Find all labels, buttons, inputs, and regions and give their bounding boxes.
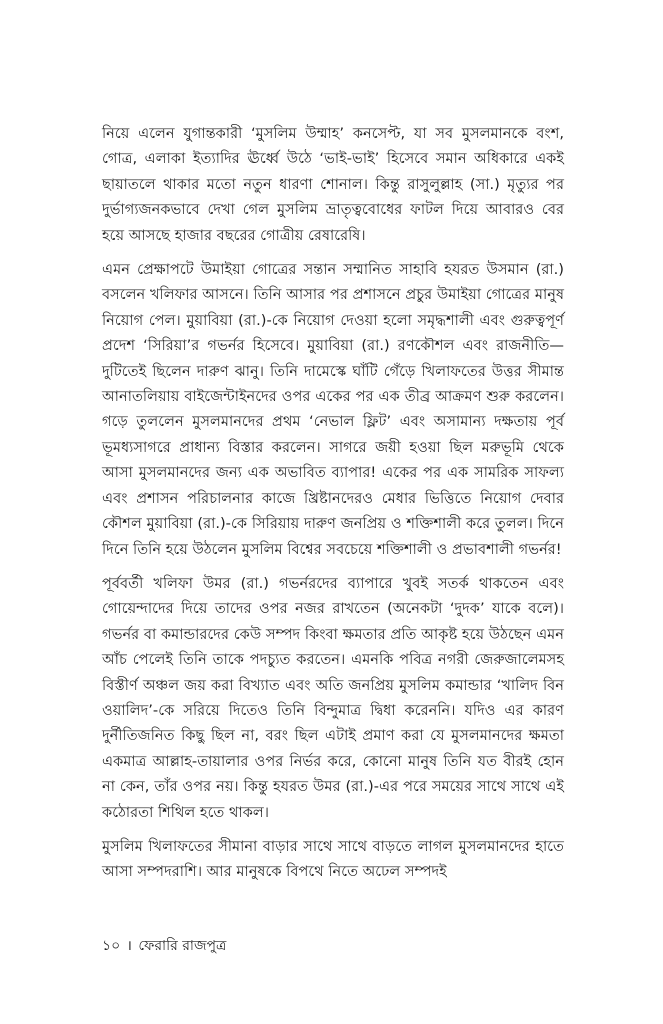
paragraph-2: এমন প্রেক্ষাপটে উমাইয়া গোত্রের সন্তান সম্মানিত সাহাবি হযরত উসমান (রা.) বসলেন খলিফার আসনে। তিনি আসার পর প্রশাসনে প্রচুর উমাইয়া গোত্রের মানুষ নিয়োগ পেল। মুয়াবিয়া (রা.)-কে নিয়োগ দেওয়া হলো সমৃদ্ধশালী এবং গুরুত্বপূর্ণ প্রদেশ ‘সিরিয়া’র গভর্নর হিসেবে। মুয়াবিয়া (রা.) রণকৌশল এবং রাজনীতি— দুটিতেই ছিলেন দারুণ ঝানু। তিনি দামেস্কে ঘাঁটি গেঁড়ে খিলাফতের উত্তর সীমান্ত আনাতলিয়ায় বাইজেন্টাইনদের ওপর একের পর এক তীব্র আক্রমণ শুরু করলেন। গড়ে তুললেন মুসলমানদের প্রথম ‘নেভাল ফ্লিট’ এবং অসামান্য দক্ষতায় পূর্ব ভূমধ্যসাগরে প্রাধান্য বিস্তার করলেন। সাগরে জয়ী হওয়া ছিল মরুভূমি থেকে আসা মুসলমানদের জন্য এক অভাবিত ব্যাপার! একের পর এক সামরিক সাফল্য এবং প্রশাসন পরিচালনার কাজে খ্রিষ্টানদেরও মেধার ভিত্তিতে নিয়োগ দেবার কৌশল মুয়াবিয়া (রা.)-কে সিরিয়ায় দারুণ জনপ্রিয় ও শক্তিশালী করে তুলল। দিনে দিনে তিনি হয়ে উঠলেন মুসলিম বিশ্বের সবচেয়ে শক্তিশালী ও প্রভাবশালী গভর্নর!: [102, 261, 564, 558]
paragraph-3: পূর্ববর্তী খলিফা উমর (রা.) গভর্নরদের ব্যাপারে খুবই সতর্ক থাকতেন এবং গোয়েন্দাদের দিয়ে তাদের ওপর নজর রাখতেন (অনেকটা ‘দুদক’ যাকে বলে)। গভর্নর বা কমান্ডারদের কেউ সম্পদ কিংবা ক্ষমতার প্রতি আকৃষ্ট হয়ে উঠছেন এমন আঁচ পেলেই তিনি তাকে পদচ্যুত করতেন। এমনকি পবিত্র নগরী জেরুজালেমসহ বিস্তীর্ণ অঞ্চল জয় করা বিখ্যাত এবং অতি জনপ্রিয় মুসলিম কমান্ডার ‘খালিদ বিন ওয়ালিদ’-কে সরিয়ে দিতেও তিনি বিন্দুমাত্র দ্বিধা করেননি। যদিও এর কারণ দুর্নীতিজনিত কিছু ছিল না, বরং ছিল এটাই প্রমাণ করা যে মুসলমানদের ক্ষমতা একমাত্র আল্লাহ-তায়ালার ওপর নির্ভর করে, কোনো মানুষ তিনি যত বীরই হোন না কেন, তাঁর ওপর নয়। কিন্তু হযরত উমর (রা.)-এর পরে সময়ের সাথে সাথে এই কঠোরতা শিথিল হতে থাকল।: [102, 574, 564, 821]
body-text: [102, 121, 564, 894]
footer-separator: ।: [126, 938, 132, 954]
paragraph-4: মুসলিম খিলাফতের সীমানা বাড়ার সাথে সাথে বাড়তে লাগল মুসলমানদের হাতে আসা সম্পদরাশি। আর মানুষকে বিপথে নিতে অঢেল সম্পদই: [102, 837, 564, 881]
book-title: ফেরারি রাজপুত্র: [138, 938, 227, 954]
page-footer: [102, 934, 226, 958]
page-number: ১০: [102, 938, 121, 954]
paragraph-1: নিয়ে এলেন যুগান্তকারী ‘মুসলিম উম্মাহ’ কনসেপ্ট, যা সব মুসলমানকে বংশ, গোত্র, এলাকা ইত্যাদির ঊর্ধ্বে উঠে ‘ভাই-ভাই’ হিসেবে সমান অধিকারে একই ছায়াতলে থাকার মতো নতুন ধারণা শোনাল। কিন্তু রাসুলুল্লাহ (সা.) মৃত্যুর পর দুর্ভাগ্যজনকভাবে দেখা গেল মুসলিম ভ্রাতৃত্ববোধের ফাটল দিয়ে আবারও বের হয়ে আসছে হাজার বছরের গোত্রীয় রেষারেষি।: [102, 125, 564, 244]
